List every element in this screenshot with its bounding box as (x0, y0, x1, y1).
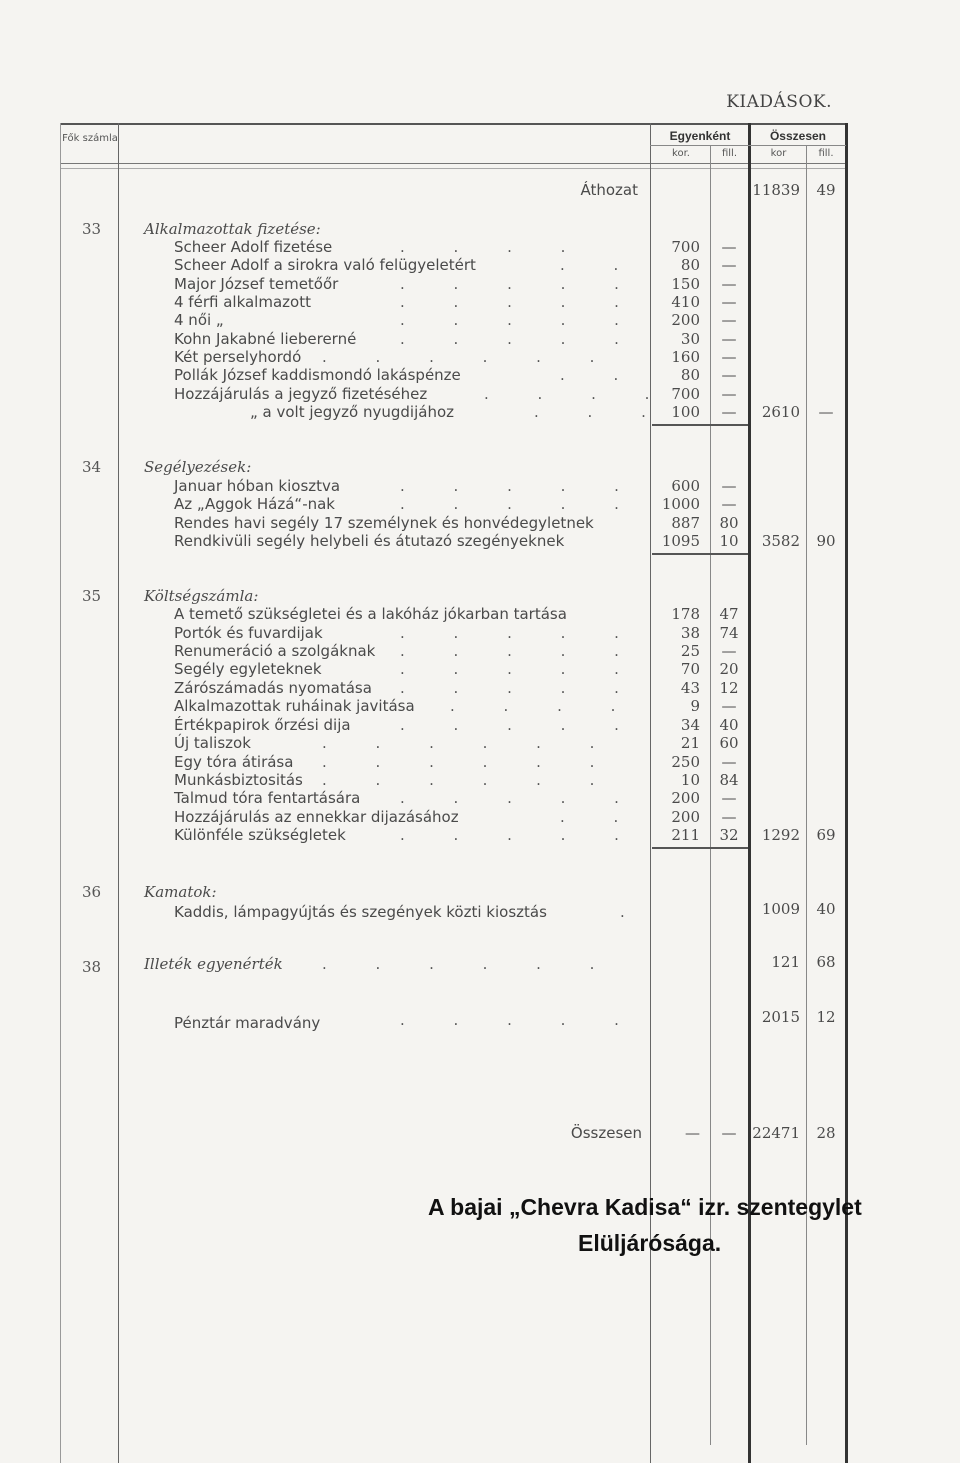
line-item-fill: — (721, 642, 737, 660)
subtotal-rule (652, 847, 748, 849)
line-item-kor: 25 (680, 642, 700, 660)
line-item-label: 4 férfi alkalmazott (174, 293, 311, 311)
column-rule-account (118, 123, 119, 1463)
line-item-kor: 100 (671, 403, 700, 421)
line-item-fill: — (721, 311, 737, 329)
line-item-label: Kaddis, lámpagyújtás és szegények közti kiosztás (174, 903, 547, 921)
signature-line-1: A bajai „Chevra Kadisa“ izr. szentegylet (428, 1194, 862, 1220)
frame-left (60, 123, 61, 1463)
line-item-kor: 178 (671, 605, 700, 623)
line-item-fill: — (721, 348, 737, 366)
leader-dots: . . . . . (400, 679, 641, 697)
header-bottom-rule (60, 163, 847, 164)
column-rule-kor2 (806, 145, 807, 1445)
penztar-kor: 2015 (761, 1008, 800, 1026)
line-item-fill: — (721, 385, 737, 403)
line-item-label: Januar hóban kiosztva (174, 477, 341, 495)
osszesen-kor-1: — (685, 1124, 700, 1142)
penztar-label: Pénztár maradvány (174, 1014, 321, 1032)
leader-dots: . (620, 903, 647, 921)
line-item-kor: 38 (680, 624, 700, 642)
section-total-fill: 90 (816, 532, 836, 550)
leader-dots: . . . . . (400, 716, 641, 734)
line-item-fill: — (721, 789, 737, 807)
leader-dots: . . . . . (400, 660, 641, 678)
leader-dots: . . . . . (400, 275, 641, 293)
leader-dots: . . . . . (400, 293, 641, 311)
line-item-label: Az „Aggok Házá“-nak (174, 495, 335, 513)
leader-dots: . . . . . . (322, 753, 617, 771)
line-item-fill: 47 (719, 605, 739, 623)
header-fill-1: fill. (721, 148, 738, 159)
leader-dots: . . . . . (400, 642, 641, 660)
leader-dots: . . . . . (400, 826, 641, 844)
section-title: Illeték egyenérték (144, 955, 283, 973)
section-total-kor: 3582 (761, 532, 800, 550)
line-item-fill: — (721, 808, 737, 826)
line-item-kor: 1095 (661, 532, 700, 550)
line-item-label: Renumeráció a szolgáknak (174, 642, 376, 660)
line-item-kor: 160 (671, 348, 700, 366)
line-item-kor: 211 (671, 826, 700, 844)
line-item-fill: 20 (719, 660, 739, 678)
section-title: Segélyezések: (144, 458, 252, 476)
line-item-fill: 80 (719, 514, 739, 532)
line-item-label: Értékpapirok őrzési dija (174, 716, 351, 734)
line-item-fill: 40 (719, 716, 739, 734)
section-title: Alkalmazottak fizetése: (144, 220, 321, 238)
section-code: 35 (82, 587, 102, 605)
line-item-label: Zárószámadás nyomatása (174, 679, 372, 697)
line-item-kor: 200 (671, 311, 700, 329)
line-item-fill: — (721, 330, 737, 348)
line-item-kor: 250 (671, 753, 700, 771)
line-item-label: Scheer Adolf fizetése (174, 238, 333, 256)
line-item-kor: 410 (671, 293, 700, 311)
header-fo-szamla: Fők számla (62, 133, 118, 144)
leader-dots: . . (560, 366, 641, 384)
section-total-fill: 68 (816, 953, 836, 971)
header-kor-1: kor. (672, 148, 690, 159)
athozat-kor: 11839 (752, 181, 800, 199)
line-item-label: Major József temetőőr (174, 275, 339, 293)
line-item-kor: 200 (671, 808, 700, 826)
section-title: Költségszámla: (144, 587, 259, 605)
line-item-kor: 600 (671, 477, 700, 495)
line-item-kor: 150 (671, 275, 700, 293)
line-item-label: A temető szükségletei és a lakóház jókarban tartása (174, 605, 567, 623)
leader-dots: . . (560, 808, 641, 826)
header-kor-2: kor (770, 148, 787, 159)
leader-dots: . . (560, 256, 641, 274)
section-code: 36 (82, 883, 102, 901)
line-item-label: Munkásbiztositás (174, 771, 303, 789)
osszesen-kor: 22471 (752, 1124, 800, 1142)
line-item-kor: 10 (680, 771, 700, 789)
leader-dots: . . . . . (400, 330, 641, 348)
line-item-label: Talmud tóra fentartására (174, 789, 361, 807)
line-item-label: Egy tóra átirása (174, 753, 294, 771)
leader-dots: . . . . (484, 385, 672, 403)
line-item-kor: 30 (680, 330, 700, 348)
osszesen-fill: 28 (816, 1124, 836, 1142)
line-item-fill: — (721, 697, 737, 715)
osszesen-label: Összesen (570, 1124, 642, 1142)
leader-dots: . . . . . (400, 624, 641, 642)
osszesen-fill-1: — (721, 1124, 737, 1142)
leader-dots: . . . . . . (322, 348, 617, 366)
line-item-label: „ a volt jegyző nyugdijához (250, 403, 455, 421)
column-rule-sum (748, 123, 751, 1463)
line-item-fill: — (721, 403, 737, 421)
leader-dots: . . . (534, 403, 668, 421)
section-total-kor: 2610 (761, 403, 800, 421)
section-total-fill: 40 (816, 900, 836, 918)
line-item-fill: — (721, 477, 737, 495)
signature-line-2: Elüljárósága. (578, 1230, 722, 1256)
penztar-fill: 12 (816, 1008, 836, 1026)
subtotal-rule (652, 424, 748, 426)
line-item-kor: 887 (671, 514, 700, 532)
line-item-kor: 1000 (661, 495, 700, 513)
section-code: 33 (82, 220, 102, 238)
athozat-fill: 49 (816, 181, 836, 199)
line-item-fill: 32 (719, 826, 739, 844)
subtotal-rule (652, 553, 748, 555)
header-egyenkent: Egyenként (669, 129, 731, 143)
leader-dots: . . . . . (400, 1011, 641, 1029)
line-item-fill: 74 (719, 624, 739, 642)
section-total-kor: 121 (771, 953, 800, 971)
section-total-fill: — (818, 403, 834, 421)
header-fill-2: fill. (818, 148, 834, 159)
header-osszesen: Összesen (769, 129, 827, 143)
line-item-fill: — (721, 366, 737, 384)
line-item-label: Rendes havi segély 17 személynek és honvédegyletnek (174, 514, 594, 532)
leader-dots: . . . . . (400, 477, 641, 495)
line-item-fill: 10 (719, 532, 739, 550)
header-bottom-rule-2 (60, 168, 847, 169)
line-item-fill: — (721, 256, 737, 274)
line-item-fill: 84 (719, 771, 739, 789)
leader-dots: . . . . . (400, 789, 641, 807)
line-item-label: 4 női „ (174, 311, 224, 329)
line-item-kor: 80 (680, 366, 700, 384)
line-item-label: Alkalmazottak ruháinak javitása (174, 697, 415, 715)
line-item-kor: 700 (671, 385, 700, 403)
table-top-rule (60, 123, 847, 125)
line-item-kor: 34 (680, 716, 700, 734)
line-item-label: Segély egyleteknek (174, 660, 322, 678)
leader-dots: . . . . . . (322, 955, 617, 973)
section-code: 38 (82, 958, 102, 976)
line-item-fill: — (721, 753, 737, 771)
leader-dots: . . . . . . (322, 734, 617, 752)
line-item-kor: 700 (671, 238, 700, 256)
line-item-label: Kohn Jakabné liebererné (174, 330, 357, 348)
line-item-kor: 43 (680, 679, 700, 697)
line-item-label: Hozzájárulás az ennekkar dijazásához (174, 808, 459, 826)
frame-right (845, 123, 848, 1463)
line-item-fill: 60 (719, 734, 739, 752)
line-item-fill: — (721, 495, 737, 513)
subheader-rule (650, 145, 846, 146)
line-item-label: Két perselyhordó (174, 348, 302, 366)
line-item-label: Scheer Adolf a sirokra való felügyeletért (174, 256, 476, 274)
line-item-label: Új taliszok (174, 734, 251, 752)
line-item-fill: — (721, 275, 737, 293)
section-total-kor: 1292 (761, 826, 800, 844)
leader-dots: . . . . (400, 238, 588, 256)
leader-dots: . . . . . (400, 311, 641, 329)
leader-dots: . . . . . (400, 495, 641, 513)
line-item-label: Pollák József kaddismondó lakáspénze (174, 366, 461, 384)
page-title: KIADÁSOK. (726, 92, 832, 112)
line-item-kor: 9 (690, 697, 700, 715)
line-item-fill: — (721, 238, 737, 256)
section-total-fill: 69 (816, 826, 836, 844)
line-item-kor: 200 (671, 789, 700, 807)
line-item-label: Különféle szükségletek (174, 826, 346, 844)
line-item-label: Portók és fuvardijak (174, 624, 323, 642)
line-item-fill: 12 (719, 679, 739, 697)
section-code: 34 (82, 458, 102, 476)
leader-dots: . . . . (450, 697, 638, 715)
line-item-kor: 70 (680, 660, 700, 678)
section-total-kor: 1009 (761, 900, 800, 918)
line-item-label: Rendkivüli segély helybeli és átutazó szegényeknek (174, 532, 565, 550)
line-item-fill: — (721, 293, 737, 311)
line-item-kor: 80 (680, 256, 700, 274)
leader-dots: . . . . . . (322, 771, 617, 789)
line-item-label: Hozzájárulás a jegyző fizetéséhez (174, 385, 428, 403)
athozat-label: Áthozat (580, 181, 638, 199)
section-title: Kamatok: (144, 883, 217, 901)
line-item-kor: 21 (680, 734, 700, 752)
